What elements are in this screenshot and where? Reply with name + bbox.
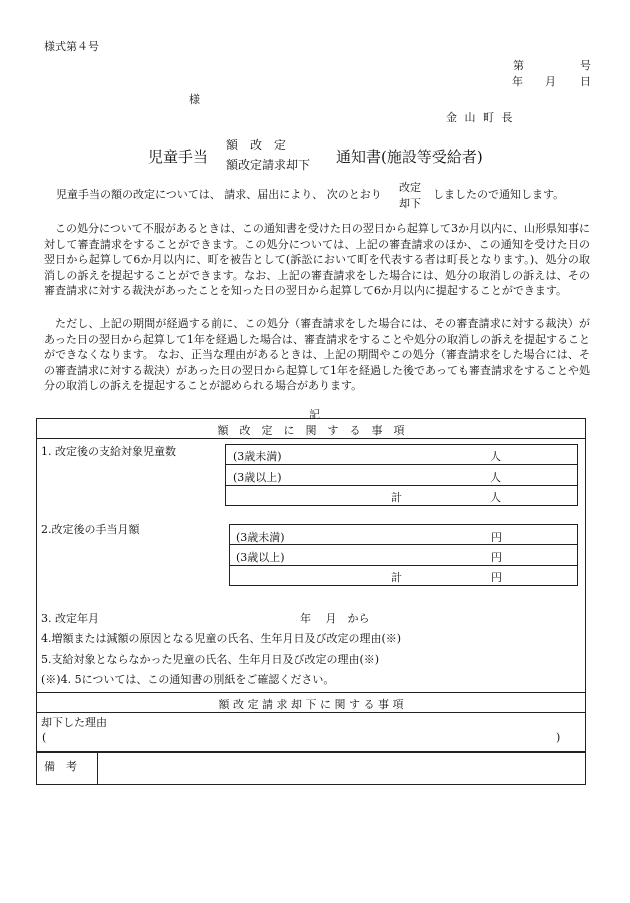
item1-total-label: 計 <box>391 491 402 504</box>
item4-label: 4.増額または減額の原因となる児童の氏名、生年月日及び改定の理由(※) <box>41 632 402 645</box>
item2-unit-over3: 円 <box>491 551 502 564</box>
item2-row-under3: (3歳未満) <box>236 531 285 544</box>
item2-row-over3: (3歳以上) <box>236 551 285 564</box>
item1-row-under3: (3歳未満) <box>233 450 282 463</box>
reason-label: 却下した理由 <box>41 716 107 729</box>
reason-paren-close: ) <box>556 731 561 744</box>
section2-header: 額 改 定 請 求 却 下 に 関 す る 事 項 <box>218 698 404 711</box>
section1-header: 額 改 定 に 関 す る 事 項 <box>217 424 405 437</box>
item1-row-over3: (3歳以上) <box>233 471 282 484</box>
item1-unit-under3: 人 <box>490 450 501 463</box>
item3-label: 3. 改定年月 <box>41 612 99 625</box>
item1-label: 1. 改定後の支給対象児童数 <box>41 445 176 458</box>
intro-before: 児童手当の額の改定については、 請求、届出により、 次のとおり <box>56 188 382 201</box>
appeal-paragraph-2: ただし、上記の期間が経過する前に、この処分（審査請求をした場合には、その審査請求に対する裁決）があった日の翌日から起算して1年を経過した場合は、審査請求をすることや処分の取消しの訴えを提起することができなくなります。 なお、正当な理由があるときは、上記の期間やこの処分（審査請求をした場合には、その審査請求に対する裁決）があった日の翌日から起算して1年を経過した後であっても審査請求をすることや処分の取消しの訴えを提起することが認められる場合があります。 <box>44 317 590 393</box>
item1-total-unit: 人 <box>490 491 501 504</box>
date-month: 月 <box>545 75 556 88</box>
remarks-label: 備 考 <box>44 760 77 773</box>
addressee-suffix: 様 <box>189 93 200 106</box>
title-option-bottom: 額改定請求却下 <box>226 158 311 172</box>
date-day: 日 <box>580 75 591 88</box>
intro-option-top: 改定 <box>399 181 421 194</box>
intro-option-bottom: 却下 <box>399 197 421 210</box>
item1-unit-over3: 人 <box>490 471 501 484</box>
number-prefix: 第 <box>513 59 524 72</box>
appeal-paragraph-1: この処分について不服があるときは、この通知書を受けた日の翌日から起算して3か月以内に、山形県知事に対して審査請求をすることができます。この処分については、上記の審査請求のほか、この通知を受けた日の翌日から起算して6か月以内に、町を被告として(訴訟において町を代表する者は町長となります。)、処分の取消しの訴えを提起することができます。なお、上記の審査請求をした場合には、処分の取消しの訴えは、その審査請求に対する裁決があったことを知った日の翌日から起算して6か月以内に提起することができます。 <box>44 222 590 298</box>
title-left: 児童手当 <box>148 148 209 166</box>
form-number: 様式第４号 <box>44 40 99 53</box>
section1-note: (※)4. 5については、この通知書の別紙をご確認ください。 <box>41 673 335 686</box>
remarks-box <box>36 752 586 785</box>
item5-label: 5.支給対象とならなかった児童の氏名、生年月日及び改定の理由(※) <box>41 653 380 666</box>
number-suffix: 号 <box>580 59 591 72</box>
sender: 金 山 町 長 <box>446 111 515 124</box>
item2-total-unit: 円 <box>491 571 502 584</box>
item2-unit-under3: 円 <box>491 531 502 544</box>
reason-paren-open: ( <box>42 731 47 744</box>
intro-after: しましたので通知します。 <box>433 188 565 201</box>
title-option-top: 額 改 定 <box>226 138 287 152</box>
ki-heading: 記 <box>309 408 320 421</box>
item2-label: 2.改定後の手当月額 <box>41 523 140 536</box>
item3-value: 年 月 から <box>300 612 370 625</box>
date-year: 年 <box>512 75 523 88</box>
item2-total-label: 計 <box>391 571 402 584</box>
title-right: 通知書(施設等受給者) <box>336 148 483 166</box>
